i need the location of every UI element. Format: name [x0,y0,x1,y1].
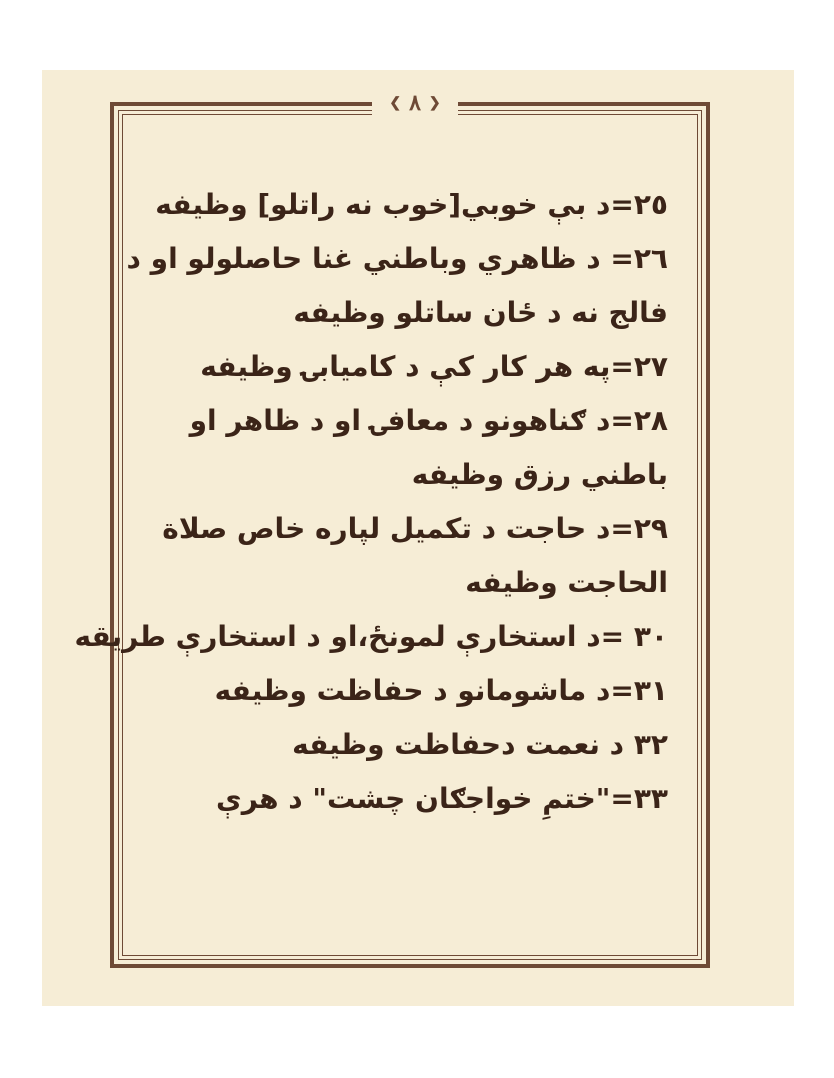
text-line-3: فالج نه د ځان ساتلو وظيفه [293,296,668,329]
contents-list [74,178,668,826]
page-number-header [372,88,458,118]
text-line-8: الحاجت وظيفه [465,566,668,599]
text-line-6: باطني رزق وظيفه [411,458,668,491]
book-page [42,70,794,1006]
text-line-11: ٣٢ د نعمت دحفاظت وظيفه [292,728,668,761]
ornament-right-icon: ❯ [428,95,441,111]
text-line-5: ٢٨=د ګناهونو د معافۍ او د ظاهر او [189,404,668,437]
page-number: ٨ [409,90,421,116]
text-line-1: ٢٥=د بې خوبي[خوب نه راتلو] وظيفه [155,188,668,221]
ornament-left-icon: ❮ [389,95,402,111]
text-line-4: ٢٧=په هر کار کې د کاميابۍ وظيفه [200,350,668,383]
text-line-12: ٣٣="ختمِ خواجګان چشت" د هرې [216,782,668,815]
text-line-2: ٢٦= د ظاهري وباطني غنا حاصلولو او د [126,242,668,275]
text-line-9: ٣٠ =د استخارې لمونځ،او د استخارې طريقه [74,620,668,653]
text-line-10: ٣١=د ماشومانو د حفاظت وظيفه [214,674,668,707]
text-line-7: ٢٩=د حاجت د تکميل لپاره خاص صلاة [162,512,668,545]
